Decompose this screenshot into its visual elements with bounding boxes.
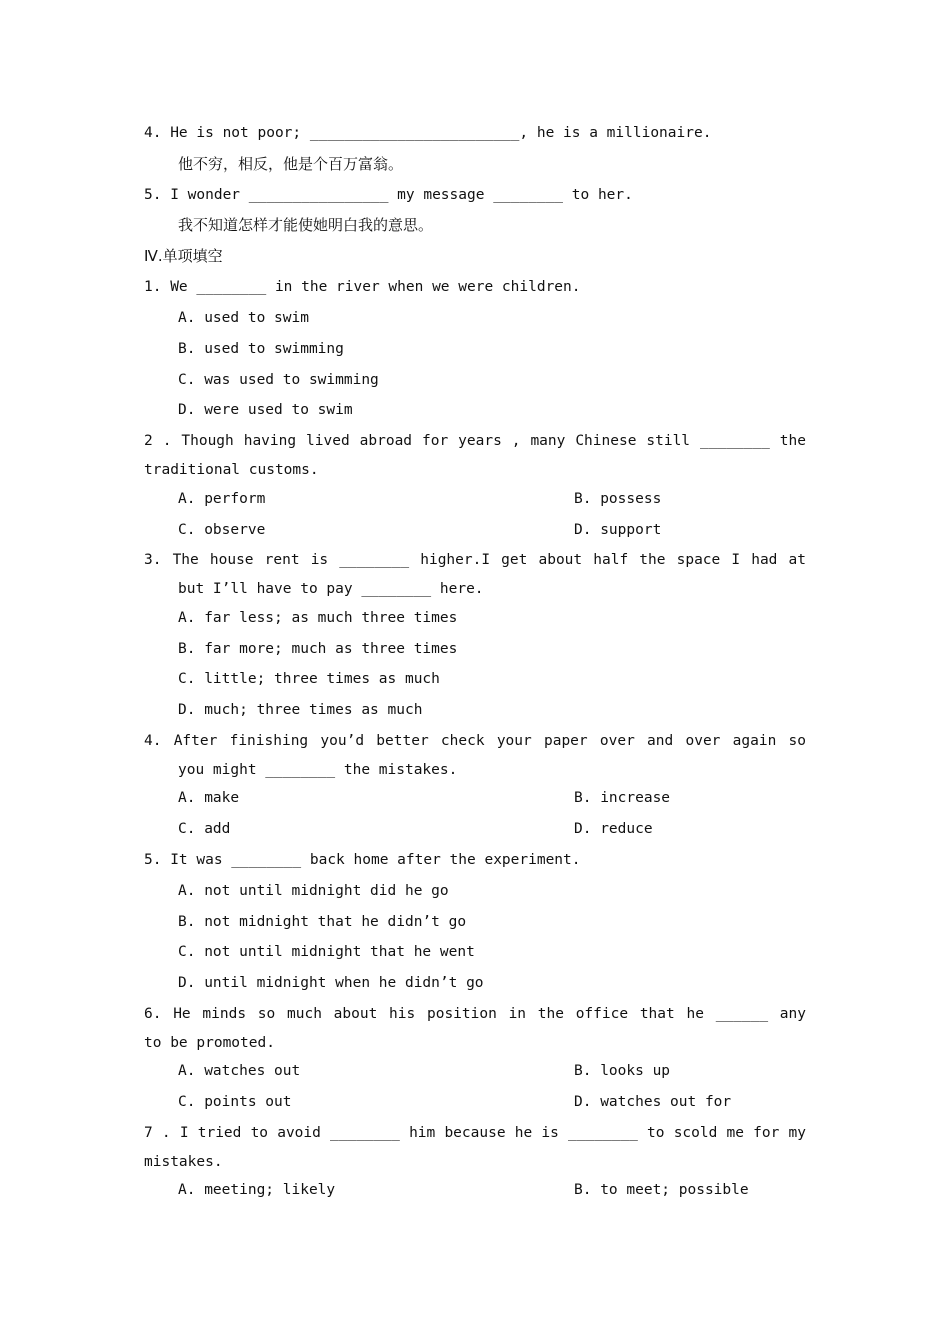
question-2-option-d: D. support (574, 522, 662, 538)
sentence-5-translation: 我不知道怎样才能使她明白我的意思。 (178, 216, 434, 234)
question-5-option-d: D. until midnight when he didn’t go (178, 975, 484, 991)
question-7-option-b: B. to meet; possible (574, 1182, 749, 1198)
question-4-line-2: you might ________ the mistakes. (178, 762, 458, 778)
question-2-option-b: B. possess (574, 491, 662, 507)
sentence-4: 4. He is not poor; ________________________, he is a millionaire. (144, 125, 712, 141)
question-2-option-c: C. observe (178, 522, 266, 538)
sentence-4-translation: 他不穷，相反，他是个百万富翁。 (178, 155, 404, 173)
question-7-option-a: A. meeting; likely (178, 1182, 336, 1198)
question-1: 1. We ________ in the river when we were children. (144, 279, 581, 295)
question-1-option-d: D. were used to swim (178, 402, 353, 418)
question-7-line-1: 7 . I tried to avoid ________ him because he is ________ to scold me for my (144, 1125, 806, 1141)
question-7-line-2: mistakes. (144, 1154, 223, 1170)
section-heading: Ⅳ.单项填空 (144, 247, 223, 265)
question-4-option-b: B. increase (574, 790, 671, 806)
question-5-option-b: B. not midnight that he didn’t go (178, 914, 467, 930)
question-6-option-a: A. watches out (178, 1063, 301, 1079)
question-6-line-2: to be promoted. (144, 1035, 275, 1051)
question-6-line-1: 6. He minds so much about his position in the office that he ______ any (144, 1006, 806, 1022)
question-5-option-c: C. not until midnight that he went (178, 944, 475, 960)
question-5: 5. It was ________ back home after the experiment. (144, 852, 581, 868)
question-1-option-b: B. used to swimming (178, 341, 344, 357)
question-6-option-c: C. points out (178, 1094, 292, 1110)
question-2-line-1: 2 . Though having lived abroad for years , many Chinese still ________ the (144, 433, 806, 449)
question-1-option-a: A. used to swim (178, 310, 309, 326)
question-3-option-d: D. much; three times as much (178, 702, 423, 718)
question-3-option-a: A. far less; as much three times (178, 610, 458, 626)
question-3-option-c: C. little; three times as much (178, 671, 440, 687)
question-4-option-d: D. reduce (574, 821, 653, 837)
question-6-option-b: B. looks up (574, 1063, 671, 1079)
question-3-option-b: B. far more; much as three times (178, 641, 458, 657)
question-5-option-a: A. not until midnight did he go (178, 883, 449, 899)
question-2-line-2: traditional customs. (144, 462, 319, 478)
question-1-option-c: C. was used to swimming (178, 372, 379, 388)
question-3-line-2: but I’ll have to pay ________ here. (178, 581, 484, 597)
question-6-option-d: D. watches out for (574, 1094, 732, 1110)
question-2-option-a: A. perform (178, 491, 266, 507)
question-4-option-c: C. add (178, 821, 231, 837)
question-4-line-1: 4. After finishing you’d better check your paper over and over again so (144, 733, 806, 749)
question-4-option-a: A. make (178, 790, 240, 806)
question-3-line-1: 3. The house rent is ________ higher.I get about half the space I had at (144, 552, 806, 568)
sentence-5: 5. I wonder ________________ my message ________ to her. (144, 187, 633, 203)
